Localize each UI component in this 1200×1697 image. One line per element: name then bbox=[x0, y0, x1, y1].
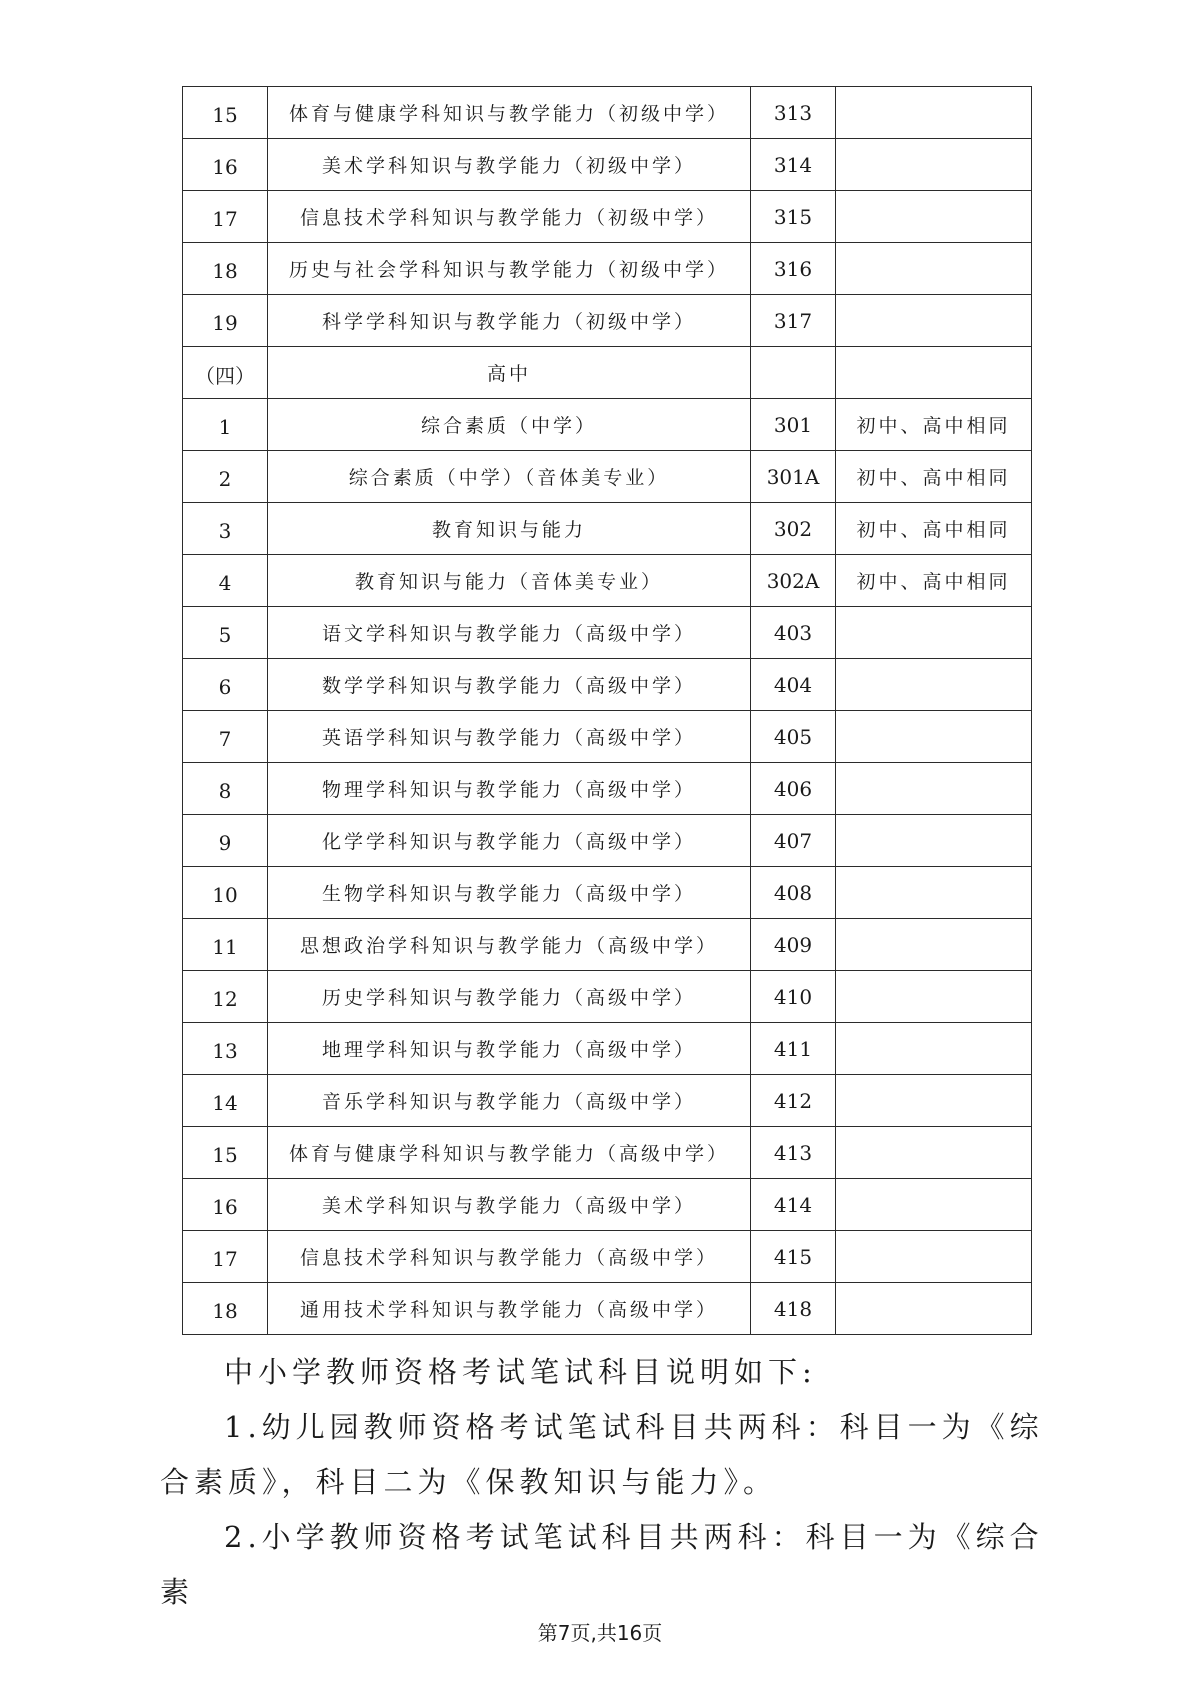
note-cell bbox=[836, 347, 1032, 399]
subject-name-cell: 物理学科知识与教学能力（高级中学） bbox=[268, 763, 751, 815]
table-row bbox=[183, 1179, 1032, 1231]
subject-name-cell: 化学学科知识与教学能力（高级中学） bbox=[268, 815, 751, 867]
table-row bbox=[183, 1127, 1032, 1179]
subject-code-cell: 301A bbox=[751, 451, 836, 503]
subject-code-cell: 405 bbox=[751, 711, 836, 763]
subject-code-cell: 314 bbox=[751, 139, 836, 191]
subject-name-cell: 体育与健康学科知识与教学能力（高级中学） bbox=[268, 1127, 751, 1179]
subject-name-cell: 信息技术学科知识与教学能力（初级中学） bbox=[268, 191, 751, 243]
subject-name-cell: 历史与社会学科知识与教学能力（初级中学） bbox=[268, 243, 751, 295]
subject-name-cell: 科学学科知识与教学能力（初级中学） bbox=[268, 295, 751, 347]
note-cell: 初中、高中相同 bbox=[836, 503, 1032, 555]
subject-code-cell: 413 bbox=[751, 1127, 836, 1179]
subject-name-cell: 高中 bbox=[268, 347, 751, 399]
note-cell bbox=[836, 711, 1032, 763]
subject-name-cell: 通用技术学科知识与教学能力（高级中学） bbox=[268, 1283, 751, 1335]
subject-code-cell: 316 bbox=[751, 243, 836, 295]
subject-code-cell: 302 bbox=[751, 503, 836, 555]
subject-name-cell: 思想政治学科知识与教学能力（高级中学） bbox=[268, 919, 751, 971]
exam-subject-table bbox=[182, 86, 1032, 1335]
seq-cell: （四） bbox=[183, 347, 268, 399]
seq-cell: 12 bbox=[183, 971, 268, 1023]
table-row bbox=[183, 139, 1032, 191]
seq-cell: 16 bbox=[183, 139, 268, 191]
note-cell bbox=[836, 659, 1032, 711]
table-body bbox=[183, 87, 1032, 1335]
seq-cell: 17 bbox=[183, 191, 268, 243]
table-row bbox=[183, 763, 1032, 815]
notes-item-1: 1.幼儿园教师资格考试笔试科目共两科：科目一为《综合素质》，科目二为《保教知识与能力》。 bbox=[160, 1410, 1044, 1499]
table-row bbox=[183, 659, 1032, 711]
table-row bbox=[183, 607, 1032, 659]
subject-name-cell: 信息技术学科知识与教学能力（高级中学） bbox=[268, 1231, 751, 1283]
note-cell bbox=[836, 295, 1032, 347]
table-row bbox=[183, 1283, 1032, 1335]
notes-intro: 中小学教师资格考试笔试科目说明如下: bbox=[224, 1355, 817, 1389]
seq-cell: 19 bbox=[183, 295, 268, 347]
page-footer bbox=[0, 1617, 1200, 1646]
note-cell bbox=[836, 191, 1032, 243]
subject-code-cell: 407 bbox=[751, 815, 836, 867]
seq-cell: 7 bbox=[183, 711, 268, 763]
subject-name-cell: 数学学科知识与教学能力（高级中学） bbox=[268, 659, 751, 711]
table-row bbox=[183, 1075, 1032, 1127]
page-number: 第7页,共16页 bbox=[537, 1621, 663, 1645]
table-row bbox=[183, 295, 1032, 347]
note-cell: 初中、高中相同 bbox=[836, 451, 1032, 503]
table-row bbox=[183, 919, 1032, 971]
subject-code-cell: 408 bbox=[751, 867, 836, 919]
subject-code-cell: 313 bbox=[751, 87, 836, 139]
subject-name-cell: 英语学科知识与教学能力（高级中学） bbox=[268, 711, 751, 763]
table-row bbox=[183, 555, 1032, 607]
note-cell bbox=[836, 919, 1032, 971]
subject-name-cell: 综合素质（中学）（音体美专业） bbox=[268, 451, 751, 503]
subject-code-cell: 317 bbox=[751, 295, 836, 347]
subject-code-cell: 415 bbox=[751, 1231, 836, 1283]
table-row bbox=[183, 503, 1032, 555]
note-cell bbox=[836, 1179, 1032, 1231]
note-cell bbox=[836, 1127, 1032, 1179]
subject-code-cell: 411 bbox=[751, 1023, 836, 1075]
table-row bbox=[183, 87, 1032, 139]
table-row bbox=[183, 243, 1032, 295]
note-cell bbox=[836, 1023, 1032, 1075]
table-row bbox=[183, 867, 1032, 919]
subject-name-cell: 音乐学科知识与教学能力（高级中学） bbox=[268, 1075, 751, 1127]
note-cell: 初中、高中相同 bbox=[836, 399, 1032, 451]
seq-cell: 10 bbox=[183, 867, 268, 919]
seq-cell: 3 bbox=[183, 503, 268, 555]
table-row bbox=[183, 399, 1032, 451]
seq-cell: 15 bbox=[183, 87, 268, 139]
seq-cell: 2 bbox=[183, 451, 268, 503]
subject-name-cell: 教育知识与能力（音体美专业） bbox=[268, 555, 751, 607]
table-row bbox=[183, 1231, 1032, 1283]
subject-code-cell: 315 bbox=[751, 191, 836, 243]
note-cell bbox=[836, 243, 1032, 295]
subject-code-cell: 404 bbox=[751, 659, 836, 711]
subject-code-cell: 409 bbox=[751, 919, 836, 971]
table-row bbox=[183, 971, 1032, 1023]
subject-code-cell: 403 bbox=[751, 607, 836, 659]
seq-cell: 17 bbox=[183, 1231, 268, 1283]
subject-name-cell: 历史学科知识与教学能力（高级中学） bbox=[268, 971, 751, 1023]
note-cell bbox=[836, 1283, 1032, 1335]
note-cell bbox=[836, 971, 1032, 1023]
subject-name-cell: 美术学科知识与教学能力（初级中学） bbox=[268, 139, 751, 191]
seq-cell: 4 bbox=[183, 555, 268, 607]
subject-name-cell: 教育知识与能力 bbox=[268, 503, 751, 555]
note-cell bbox=[836, 763, 1032, 815]
exam-notes bbox=[160, 1345, 1060, 1620]
seq-cell: 6 bbox=[183, 659, 268, 711]
subject-code-cell: 301 bbox=[751, 399, 836, 451]
subject-code-cell: 414 bbox=[751, 1179, 836, 1231]
subject-code-cell bbox=[751, 347, 836, 399]
table-row bbox=[183, 1023, 1032, 1075]
subject-name-cell: 语文学科知识与教学能力（高级中学） bbox=[268, 607, 751, 659]
note-cell bbox=[836, 815, 1032, 867]
table-row bbox=[183, 451, 1032, 503]
subject-code-cell: 418 bbox=[751, 1283, 836, 1335]
note-cell bbox=[836, 139, 1032, 191]
subject-name-cell: 地理学科知识与教学能力（高级中学） bbox=[268, 1023, 751, 1075]
table-row bbox=[183, 711, 1032, 763]
seq-cell: 8 bbox=[183, 763, 268, 815]
subject-name-cell: 体育与健康学科知识与教学能力（初级中学） bbox=[268, 87, 751, 139]
table-row bbox=[183, 347, 1032, 399]
table-row bbox=[183, 815, 1032, 867]
subject-code-cell: 410 bbox=[751, 971, 836, 1023]
subject-code-cell: 412 bbox=[751, 1075, 836, 1127]
note-cell bbox=[836, 1075, 1032, 1127]
seq-cell: 15 bbox=[183, 1127, 268, 1179]
subject-name-cell: 生物学科知识与教学能力（高级中学） bbox=[268, 867, 751, 919]
seq-cell: 1 bbox=[183, 399, 268, 451]
note-cell bbox=[836, 87, 1032, 139]
note-cell bbox=[836, 1231, 1032, 1283]
seq-cell: 18 bbox=[183, 1283, 268, 1335]
note-cell: 初中、高中相同 bbox=[836, 555, 1032, 607]
seq-cell: 13 bbox=[183, 1023, 268, 1075]
subject-code-cell: 302A bbox=[751, 555, 836, 607]
seq-cell: 5 bbox=[183, 607, 268, 659]
seq-cell: 11 bbox=[183, 919, 268, 971]
subject-code-cell: 406 bbox=[751, 763, 836, 815]
seq-cell: 9 bbox=[183, 815, 268, 867]
seq-cell: 14 bbox=[183, 1075, 268, 1127]
note-cell bbox=[836, 867, 1032, 919]
table-row bbox=[183, 191, 1032, 243]
note-cell bbox=[836, 607, 1032, 659]
seq-cell: 18 bbox=[183, 243, 268, 295]
seq-cell: 16 bbox=[183, 1179, 268, 1231]
notes-item-2: 2.小学教师资格考试笔试科目共两科：科目一为《综合素 bbox=[160, 1520, 1044, 1609]
subject-name-cell: 美术学科知识与教学能力（高级中学） bbox=[268, 1179, 751, 1231]
subject-name-cell: 综合素质（中学） bbox=[268, 399, 751, 451]
